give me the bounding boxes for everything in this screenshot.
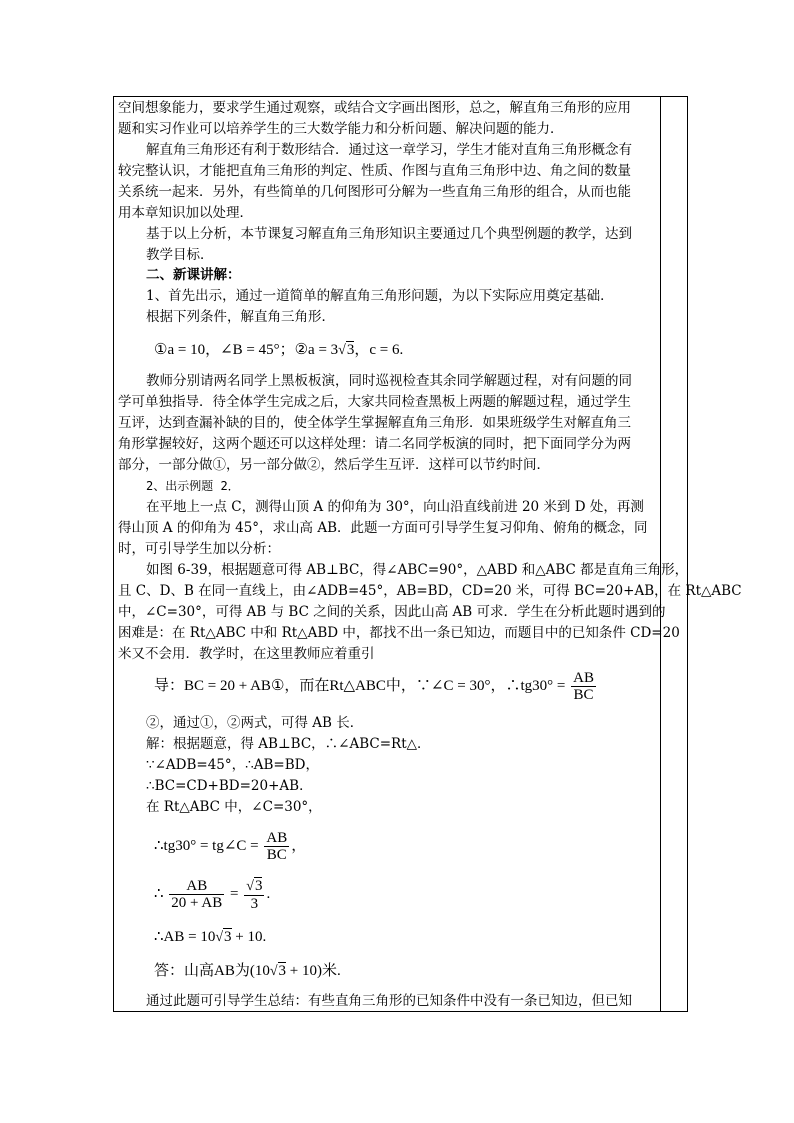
text-line: 在平地上一点 C，测得山顶 A 的仰角为 30°，向山沿直线前进 20 米到 D 处，再测 (146, 499, 644, 515)
fraction (169, 878, 224, 911)
text-line: 2、出示例题 2． (146, 479, 240, 493)
equation-text: + 10. (231, 929, 267, 945)
text-line: 根据下列条件，解直角三角形． (146, 309, 335, 325)
text-line: 通过此题可引导学生总结：有些直角三角形的已知条件中没有一条已知边，但已知 (146, 993, 632, 1009)
fraction (244, 878, 264, 912)
fraction (264, 830, 289, 863)
text-line: 得山顶 A 的仰角为 45°，求山高 AB．此题一方面可引导学生复习仰角、俯角的概念，同 (118, 520, 648, 536)
solution-line: ∵∠ADB=45°，∴AB=BD， (146, 757, 319, 773)
text-line: 困难是：在 Rt△ABC 中和 Rt△ABD 中，都找不出一条已知边，而题目中的已知条件 CD=20 (118, 625, 680, 641)
fraction-denominator: BC (573, 687, 594, 704)
solution-line: ∴BC=CD+BD=20+AB． (146, 778, 313, 794)
text-line: 中，∠C=30°，可得 AB 与 BC 之间的关系，因此山高 AB 可求．学生在分析此题时遇到的 (118, 604, 666, 620)
solution-line: 在 Rt△ABC 中，∠C=30°， (146, 799, 322, 815)
text-line: 解直角三角形还有利于数形结合．通过这一章学习，学生才能对直角三角形概念有 (146, 142, 632, 158)
text-line: ②，通过①，②两式，可得 AB 长． (146, 715, 364, 731)
equation-text: ， (291, 838, 307, 854)
equation-text: ，c = 6. (354, 342, 404, 358)
fraction (571, 670, 596, 703)
sqrt-value: 3 (346, 342, 355, 358)
equation-text: 导：BC = 20 + AB①，而在Rt△ABC中，∵∠C = 30°，∴tg30° = (154, 678, 566, 694)
equation-text: ①a = 10，∠B = 45°；②a = 3 (154, 342, 339, 358)
equation-text: = (230, 886, 239, 902)
equation-text: ∴ (154, 886, 164, 902)
fraction-numerator: √3 (246, 877, 263, 894)
equation-ratio (154, 874, 270, 914)
equation-conditions: ①a = 10，∠B = 45°；②a = 3√3，c = 6. (154, 342, 404, 358)
equation-result: ∴AB = 10√3 + 10. (154, 929, 267, 945)
text-line: 题和实习作业可以培养学生的三大数学能力和分析问题、解决问题的能力． (118, 121, 564, 137)
text-line: 关系统一起来．另外，有些简单的几何图形可分解为一些直角三角形的组合，从而也能 (118, 184, 631, 200)
text-line: 1、首先出示，通过一道简单的解直角三角形问题，为以下实际应用奠定基础． (146, 288, 614, 304)
equation-text: . (266, 886, 271, 902)
table-column-divider (660, 96, 661, 1012)
equation-text: 答：山高AB为(10 (154, 963, 270, 979)
fraction-denominator: BC (266, 847, 287, 864)
text-line: 较完整认识，才能把直角三角形的判定、性质、作图与直角三角形中边、角之间的数量 (118, 163, 631, 179)
text-line: 角形掌握较好，这两个题还可以这样处理：请二名同学板演的同时，把下面同学分为两 (118, 436, 631, 452)
text-line: 部分，一部分做①，另一部分做②，然后学生互评．这样可以节约时间． (118, 457, 550, 473)
text-line: 基于以上分析，本节课复习解直角三角形知识主要通过几个典型例题的教学，达到 (146, 226, 632, 242)
section-heading: 二、新课讲解： (146, 267, 241, 283)
text-line: 教师分别请两名同学上黑板板演，同时巡视检查其余同学解题过程，对有问题的同 (146, 373, 632, 389)
text-line: 米又不会用．教学时，在这里教师应着重引 (118, 646, 375, 662)
sqrt-value: 3 (224, 929, 232, 945)
equation-tg-c (154, 826, 306, 866)
solution-line: 解：根据题意，得 AB⊥BC，∴∠ABC=Rt△． (146, 736, 431, 752)
equation-text: + 10)米. (286, 963, 341, 979)
fraction-denominator: 20 + AB (171, 895, 223, 912)
equation-text: ∴AB = 10 (154, 929, 216, 945)
fraction-numerator: AB (169, 878, 224, 895)
answer-line: 答：山高AB为(10√3 + 10)米. (154, 963, 341, 979)
text-line: 互评，达到查漏补缺的目的，使全体学生掌握解直角三角形．如果班级学生对解直角三 (118, 415, 631, 431)
text-line: 如图 6-39，根据题意可得 AB⊥BC，得∠ABC=90°，△ABD 和△ABC 都是直角三角形， (146, 562, 689, 578)
text-line: 用本章知识加以处理． (118, 205, 253, 221)
fraction-denominator: 3 (250, 895, 259, 912)
equation-tg30 (154, 668, 598, 704)
text-line: 教学目标． (146, 247, 214, 263)
text-line: 空间想象能力，要求学生通过观察，或结合文字画出图形，总之，解直角三角形的应用 (118, 100, 631, 116)
equation-text: ∴tg30° = tg∠C = (154, 838, 259, 854)
text-line: 学可单独指导．待全体学生完成之后，大家共同检查黑板上两题的解题过程，通过学生 (118, 394, 631, 410)
fraction-numerator: AB (266, 830, 288, 847)
text-line: 且 C、D、B 在同一直线上，由∠ADB=45°，AB=BD，CD=20 米，可得 BC=20+AB，在 Rt△ABC (118, 583, 742, 599)
sqrt-value: 3 (278, 963, 287, 979)
text-line: 时，可引导学生加以分析： (118, 541, 280, 557)
fraction-numerator: AB (573, 670, 594, 687)
